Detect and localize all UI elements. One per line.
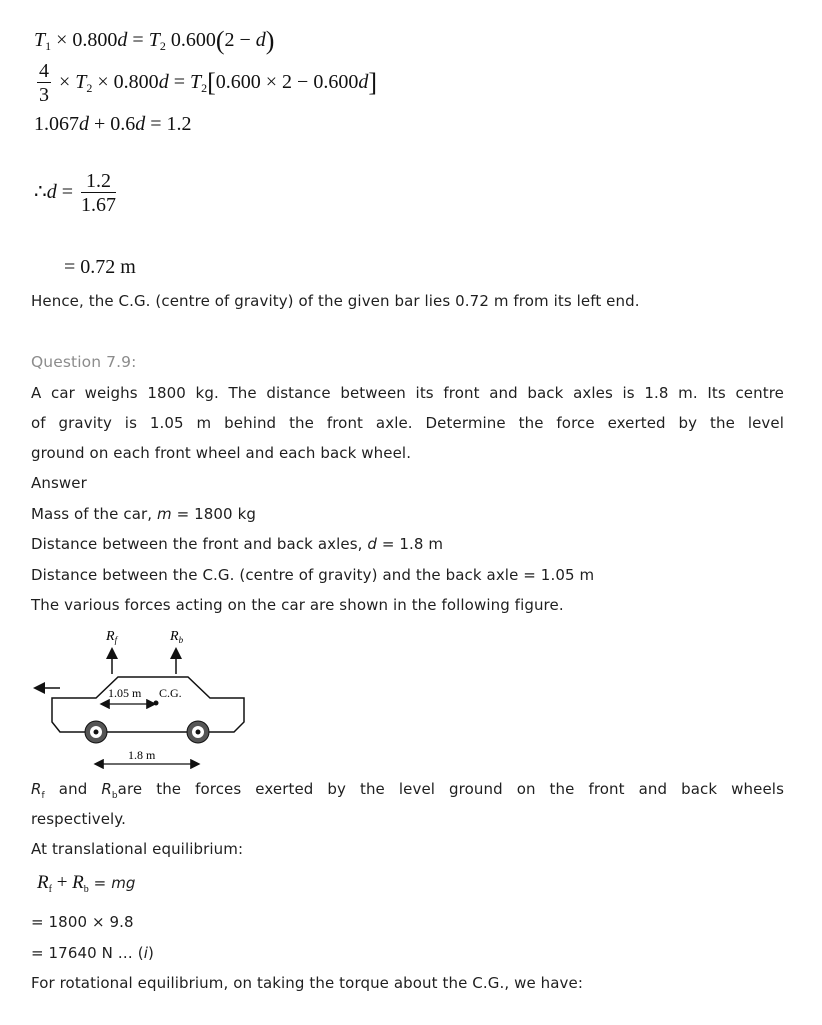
- conclusion-text: Hence, the C.G. (centre of gravity) of the given bar lies 0.72 m from its left end.: [31, 292, 640, 310]
- paren-close: ): [265, 26, 275, 55]
- eq2-equals: =: [168, 71, 190, 94]
- var-d: d: [255, 29, 266, 51]
- sub-2: 2: [159, 39, 166, 53]
- equilibrium-equation: [37, 872, 136, 895]
- var-d: d: [358, 71, 369, 94]
- var-d: d: [135, 113, 146, 135]
- var-i: i: [143, 944, 149, 962]
- var-rf: R: [37, 872, 49, 893]
- var-mg: mg: [111, 874, 136, 892]
- question-line: of gravity is 1.05 m behind the front axle. Determine the force exerted by the level: [31, 414, 784, 432]
- eq3-plus: + 0.6: [89, 113, 136, 135]
- var-t2: T: [75, 71, 87, 94]
- mass-line: [31, 505, 256, 523]
- answer-label: Answer: [31, 474, 87, 492]
- translational-heading: At translational equilibrium:: [31, 840, 244, 858]
- var-d: d: [117, 29, 128, 51]
- eq1-rhs: 0.600: [165, 29, 216, 51]
- dist-cg-label: 1.05 m: [108, 686, 142, 700]
- eq2-times: ×: [54, 71, 76, 94]
- axle-prefix: Distance between the front and back axles,: [31, 535, 368, 553]
- rb-label: $R_b$: [170, 629, 184, 645]
- var-rf: R: [31, 780, 42, 798]
- therefore-symbol: ∴: [34, 181, 47, 204]
- denominator: 3: [39, 84, 49, 106]
- numerator: 4: [39, 60, 49, 82]
- step-2: [31, 944, 154, 962]
- equation-5: = 0.72 m: [64, 256, 136, 278]
- equals-sign: =: [88, 874, 112, 892]
- question-line: A car weighs 1800 kg. The distance between its front and back axles is 1.8 m. Its centre: [31, 384, 784, 402]
- cg-distance-line: Distance between the C.G. (centre of gravity) and the back axle = 1.05 m: [31, 566, 595, 584]
- equation-2: [34, 60, 377, 107]
- step-2-prefix: = 17640 N … (: [31, 944, 144, 962]
- fraction: [81, 170, 116, 217]
- plus-sign: +: [51, 872, 73, 893]
- denominator: 1.67: [81, 194, 117, 216]
- forces-line: [31, 780, 784, 801]
- mass-prefix: Mass of the car,: [31, 505, 157, 523]
- eq3-a: 1.067: [34, 113, 79, 135]
- var-d: d: [46, 181, 57, 204]
- sub-b: b: [83, 884, 89, 895]
- bracket-open: [: [207, 68, 216, 98]
- var-rb: R: [101, 780, 112, 798]
- bracket-close: ]: [368, 68, 377, 98]
- and-text: and: [44, 780, 102, 798]
- axle-line: [31, 535, 443, 553]
- eq1-mid: × 0.800: [51, 29, 118, 51]
- var-d: d: [158, 71, 169, 94]
- var-t2: T: [189, 71, 202, 94]
- step-1: = 1800 × 9.8: [31, 913, 134, 931]
- eq1-equals: =: [127, 29, 149, 51]
- dist-axles-label: 1.8 m: [128, 748, 156, 762]
- eq3-rhs: = 1.2: [145, 113, 192, 135]
- cg-label: C.G.: [159, 686, 182, 700]
- question-line: ground on each front wheel and each back wheel.: [31, 444, 412, 462]
- numerator: 1.2: [81, 170, 116, 193]
- equation-1: [34, 26, 274, 56]
- sub-f: f: [48, 884, 52, 895]
- eq1-two-minus: 2 −: [224, 29, 256, 51]
- question-heading: Question 7.9:: [31, 353, 137, 371]
- var-d: d: [79, 113, 89, 135]
- var-d: d: [367, 535, 377, 553]
- sub-1: 1: [45, 39, 52, 53]
- var-m: m: [157, 505, 172, 523]
- figure-intro: The various forces acting on the car are shown in the following figure.: [31, 596, 564, 614]
- equation-4: [34, 170, 119, 217]
- var-rb: R: [72, 872, 84, 893]
- eq2-mid: × 0.800: [92, 71, 159, 94]
- car-force-diagram: [28, 622, 253, 770]
- eq4-equals: =: [56, 181, 79, 204]
- paren-open: (: [215, 26, 225, 55]
- forces-rest: are the forces exerted by the level ground on the front and back wheels: [117, 780, 784, 798]
- sub-2: 2: [201, 81, 208, 96]
- back-wheel: [187, 721, 209, 743]
- equation-3: [34, 113, 192, 136]
- mass-value: = 1800 kg: [171, 505, 256, 523]
- eq2-inner: 0.600 × 2 − 0.600: [215, 71, 359, 94]
- sub-2: 2: [86, 81, 93, 96]
- front-wheel: [85, 721, 107, 743]
- axle-value: = 1.8 m: [376, 535, 444, 553]
- var-t1: T: [34, 29, 46, 51]
- respectively-text: respectively.: [31, 810, 127, 828]
- step-2-suffix: ): [148, 944, 154, 962]
- rf-label: $R_f$: [106, 629, 118, 645]
- sub-f: f: [41, 791, 45, 801]
- var-t2: T: [148, 29, 160, 51]
- rotational-heading: For rotational equilibrium, on taking the torque about the C.G., we have:: [31, 974, 583, 992]
- fraction: [37, 60, 51, 107]
- sub-b: b: [111, 791, 118, 801]
- cg-point: [154, 701, 159, 706]
